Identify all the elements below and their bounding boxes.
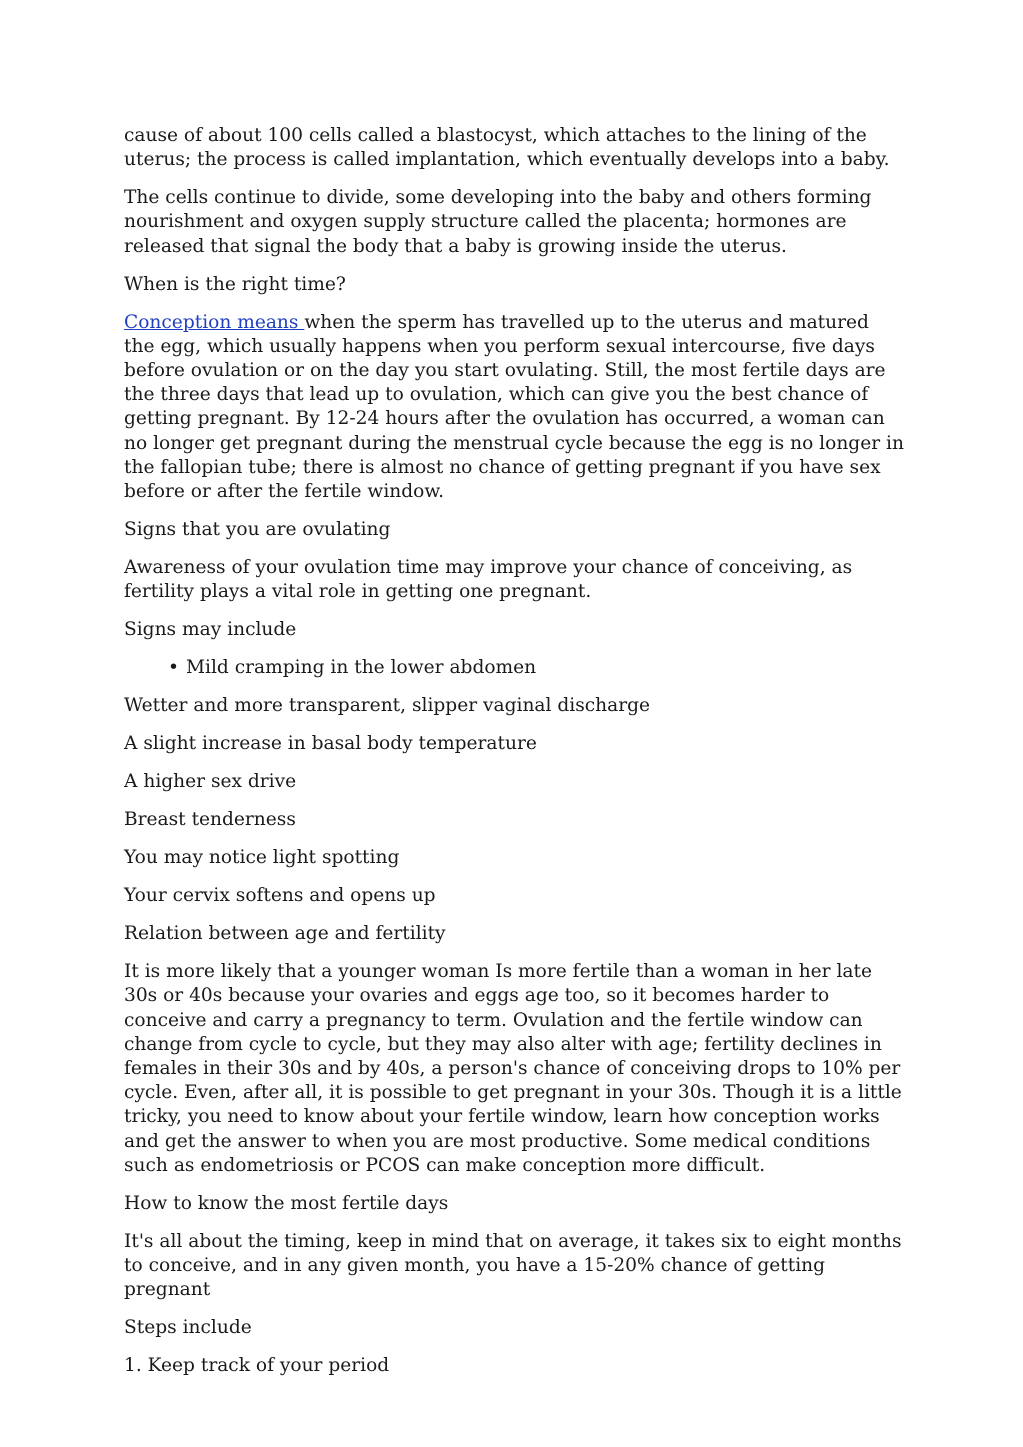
bullet-icon: • [168,657,179,679]
sign-sex-drive: A higher sex drive [124,771,297,793]
document-page [124,124,904,1392]
paragraph-timing: It's all about the timing, keep in mind that on average, it takes six to eight months to conceive, and in any given month, you have a 15-20% chance of getting pregnant [124,1230,902,1301]
heading-age-fertility: Relation between age and fertility [124,923,446,945]
paragraph-conception-text: when the sperm has travelled up to the uterus and matured the egg, which usually happens when you perform sexual intercourse, five days before ovulation or on the day you start ovulating. Still, the most fertile days are the three days that lead up to ovulation, which can give you the best chance of getting pregnant. By 12-24 hours after the ovulation has occurred, a woman can no longer get pregnant during the menstrual cycle because the egg is no longer in the fallopian tube; there is almost no chance of getting pregnant if you have sex before or after the fertile window. [124,311,904,503]
sign-breast: Breast tenderness [124,809,296,831]
heading-fertile-days: How to know the most fertile days [124,1192,449,1214]
paragraph-age: It is more likely that a younger woman Is more fertile than a woman in her late 30s or 40s because your ovaries and eggs age too, so it becomes harder to conceive and carry a pregnancy to term. Ovulation and the fertile window can change from cycle to cycle, but they may also alter with age; fertility declines in females in their 30s and by 40s, a person's chance of conceiving drops to 10% per cycle. Even, after all, it is possible to get pregnant in your 30s. Though it is a little tricky, you need to know about your fertile window, learn how conception works and get the answer to when you are most productive. Some medical conditions such as endometriosis or PCOS can make conception more difficult. [124,961,902,1176]
paragraph-blastocyst: cause of about 100 cells called a blastocyst, which attaches to the lining of the uterus; the process is called implantation, which eventually develops into a baby. [124,125,890,171]
signs-intro: Signs may include [124,619,297,641]
conception-means-link[interactable]: Conception means [124,311,305,333]
sign-cervix: Your cervix softens and opens up [124,885,436,907]
step-track-period: 1. Keep track of your period [124,1355,390,1377]
heading-right-time: When is the right time? [124,273,346,295]
paragraph-conception [124,311,904,505]
sign-temperature: A slight increase in basal body temperature [124,733,537,755]
list-item-text: Mild cramping in the lower abdomen [186,657,537,679]
sign-discharge: Wetter and more transparent, slipper vaginal discharge [124,695,651,717]
paragraph-awareness: Awareness of your ovulation time may improve your chance of conceiving, as fertility plays a vital role in getting one pregnant. [124,557,853,603]
paragraph-placenta: The cells continue to divide, some developing into the baby and others forming nourishment and oxygen supply structure called the placenta; hormones are released that signal the body that a baby is growing inside the uterus. [124,187,872,257]
steps-intro: Steps include [124,1317,252,1339]
sign-spotting: You may notice light spotting [124,847,400,869]
list-item [124,656,904,680]
heading-signs-ovulating: Signs that you are ovulating [124,519,391,541]
